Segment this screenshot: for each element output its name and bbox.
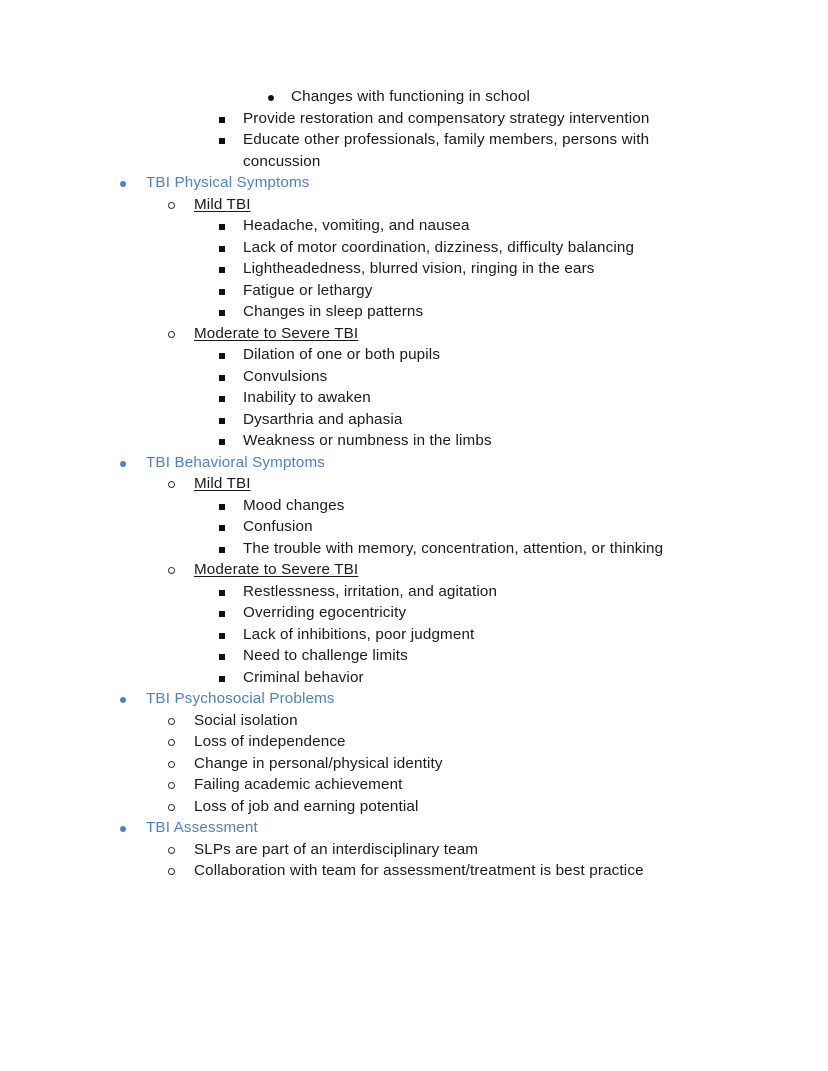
outline-item bbox=[0, 301, 828, 323]
outline-item-label: Need to challenge limits bbox=[243, 647, 408, 664]
outline-item bbox=[0, 194, 828, 216]
outline-item bbox=[0, 258, 828, 280]
outline-item-label: Convulsions bbox=[243, 367, 328, 385]
outline-item bbox=[0, 215, 828, 237]
outline-item-label: Social isolation bbox=[194, 711, 298, 729]
outline-item-label: Criminal behavior bbox=[243, 668, 364, 686]
outline-item bbox=[0, 774, 828, 796]
outline-item bbox=[0, 624, 828, 646]
outline-item-label: TBI Psychosocial Problems bbox=[146, 690, 335, 707]
outline-item-label: Changes with functioning in school bbox=[291, 88, 531, 105]
outline-item bbox=[0, 817, 828, 839]
outline-item-label: Overriding egocentricity bbox=[243, 604, 407, 621]
outline-item-label: Inability to awaken bbox=[243, 389, 371, 406]
outline-item bbox=[0, 237, 828, 259]
outline-item bbox=[0, 86, 828, 108]
outline-item-label: Weakness or numbness in the limbs bbox=[243, 432, 492, 449]
outline-item bbox=[0, 495, 828, 517]
outline-item-label: Headache, vomiting, and nausea bbox=[243, 217, 470, 234]
outline-item bbox=[0, 538, 828, 560]
outline-item bbox=[0, 172, 828, 194]
outline-item bbox=[0, 731, 828, 753]
outline-item-label: Moderate to Severe TBI bbox=[194, 324, 359, 342]
outline-item-label: Fatigue or lethargy bbox=[243, 281, 373, 299]
outline-item bbox=[0, 559, 828, 581]
outline-item-label: TBI Behavioral Symptoms bbox=[146, 453, 326, 471]
outline-item-label: Loss of independence bbox=[194, 733, 346, 750]
outline-item bbox=[0, 366, 828, 388]
outline-item bbox=[0, 516, 828, 538]
outline-item-label: Provide restoration and compensatory strategy intervention bbox=[243, 109, 650, 127]
outline-item-label: Lack of inhibitions, poor judgment bbox=[243, 625, 475, 643]
outline-item-label: Restlessness, irritation, and agitation bbox=[243, 582, 498, 600]
outline-item-label: Mild TBI bbox=[194, 475, 251, 492]
outline-item bbox=[0, 430, 828, 452]
outline-item-label: TBI Physical Symptoms bbox=[146, 174, 310, 191]
outline-item-label: Dilation of one or both pupils bbox=[243, 346, 441, 363]
outline-item-label: Changes in sleep patterns bbox=[243, 303, 424, 320]
outline-item-label: Educate other professionals, family members, persons with concussion bbox=[243, 131, 650, 170]
outline-item bbox=[0, 839, 828, 861]
outline-item-label: Dysarthria and aphasia bbox=[243, 410, 403, 428]
outline-item bbox=[0, 710, 828, 732]
outline-item bbox=[0, 452, 828, 474]
outline-item-label: Lightheadedness, blurred vision, ringing in the ears bbox=[243, 260, 595, 277]
outline-item bbox=[0, 645, 828, 667]
outline-item bbox=[0, 323, 828, 345]
outline-list bbox=[0, 86, 828, 882]
outline-item-label: TBI Assessment bbox=[146, 819, 258, 836]
outline-item bbox=[0, 129, 828, 172]
outline-item bbox=[0, 860, 828, 882]
outline-item-label: Confusion bbox=[243, 518, 313, 535]
outline-item-label: Lack of motor coordination, dizziness, difficulty balancing bbox=[243, 238, 635, 256]
outline-item bbox=[0, 753, 828, 775]
outline-item bbox=[0, 602, 828, 624]
outline-item-label: Loss of job and earning potential bbox=[194, 797, 419, 815]
outline-item-label: Change in personal/physical identity bbox=[194, 754, 443, 772]
outline-item-label: Failing academic achievement bbox=[194, 776, 403, 793]
outline-item-label: Mood changes bbox=[243, 496, 345, 514]
outline-item-label: The trouble with memory, concentration, attention, or thinking bbox=[243, 539, 664, 557]
outline-item bbox=[0, 796, 828, 818]
outline-item-label: Mild TBI bbox=[194, 195, 251, 213]
outline-item-label: Collaboration with team for assessment/treatment is best practice bbox=[194, 862, 644, 879]
outline-item-label: SLPs are part of an interdisciplinary team bbox=[194, 840, 479, 858]
outline-item bbox=[0, 409, 828, 431]
outline-item bbox=[0, 581, 828, 603]
outline-item bbox=[0, 667, 828, 689]
outline-item bbox=[0, 473, 828, 495]
outline-item bbox=[0, 280, 828, 302]
outline-item bbox=[0, 344, 828, 366]
outline-item bbox=[0, 688, 828, 710]
outline-item-label: Moderate to Severe TBI bbox=[194, 561, 359, 578]
outline-item bbox=[0, 108, 828, 130]
outline-item bbox=[0, 387, 828, 409]
